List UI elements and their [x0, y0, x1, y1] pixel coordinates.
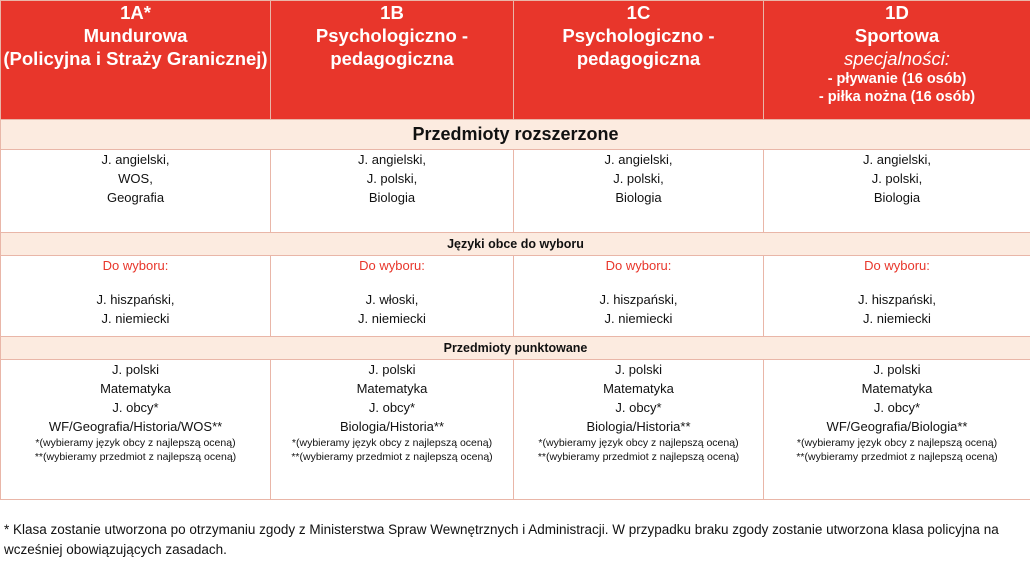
subject: J. polski [368, 362, 416, 377]
language: J. niemiecki [101, 311, 170, 326]
footnote: * Klasa zostanie utworzona po otrzymaniu zgody z Ministerstwa Spraw Wewnętrznych i Administracji. W przypadku braku zgody zostanie utworzona klasa policyjna na wcześniej obowiązujących zasadach. [4, 522, 999, 557]
subject: WF/Geografia/Historia/WOS** [48, 419, 223, 434]
language: J. niemiecki [863, 311, 931, 326]
language-note: *(wybieramy język obcy z najlepszą oceną) [291, 437, 493, 449]
section-title-extended: Przedmioty rozszerzone [1, 120, 1030, 150]
subject: J. obcy* [873, 400, 921, 415]
header-class-1d [764, 1, 1030, 120]
languages-1b [271, 256, 514, 337]
subject: J. angielski, [604, 152, 673, 167]
language: J. niemiecki [604, 311, 673, 326]
subject: J. polski, [366, 171, 418, 186]
languages-row [1, 256, 1030, 337]
choice-label: Do wyboru: [102, 258, 169, 273]
class-name-line: Mundurowa [83, 25, 188, 46]
class-name-line: Psychologiczno - [315, 25, 469, 46]
extended-subjects-1b [271, 150, 514, 233]
extended-subjects-1d [764, 150, 1030, 233]
section-row-points [1, 337, 1030, 360]
language: J. niemiecki [358, 311, 426, 326]
subject: J. polski, [613, 171, 664, 186]
subject: J. obcy* [615, 400, 662, 415]
language: J. hiszpański, [857, 292, 937, 307]
subject: Matematyka [861, 381, 933, 396]
choice-label: Do wyboru: [864, 258, 930, 273]
subject: Matematyka [603, 381, 674, 396]
language: J. włoski, [365, 292, 419, 307]
subject: J. angielski, [101, 152, 170, 167]
language: J. hiszpański, [599, 292, 678, 307]
subject-note: **(wybieramy przedmiot z najlepszą oceną) [537, 451, 740, 463]
subject: Matematyka [356, 381, 428, 396]
language-note: *(wybieramy język obcy z najlepszą oceną) [35, 437, 236, 449]
specialty-item: - pływanie (16 osób) [827, 71, 967, 87]
language: J. hiszpański, [96, 292, 175, 307]
header-row [1, 1, 1030, 120]
extended-subjects-1c [514, 150, 764, 233]
subject: WF/Geografia/Biologia** [826, 419, 968, 434]
subject: Geografia [106, 190, 165, 205]
language-note: *(wybieramy język obcy z najlepszą oceną) [538, 437, 739, 449]
subject-note: **(wybieramy przedmiot z najlepszą oceną) [291, 451, 493, 463]
language-note: *(wybieramy język obcy z najlepszą oceną) [796, 437, 998, 449]
extended-subjects-1a [1, 150, 271, 233]
specialty-item: - piłka nożna (16 osób) [818, 89, 976, 105]
points-1d [764, 360, 1030, 500]
subject: J. angielski, [358, 152, 426, 167]
points-1c [514, 360, 764, 500]
header-class-1c [514, 1, 764, 120]
languages-1d [764, 256, 1030, 337]
subject: Biologia [615, 190, 662, 205]
subject: J. polski, [871, 171, 923, 186]
subject: Biologia [368, 190, 416, 205]
section-title-languages: Języki obce do wyboru [1, 233, 1030, 256]
points-1a [1, 360, 271, 500]
subject-note: **(wybieramy przedmiot z najlepszą oceną) [34, 451, 237, 463]
section-title-points: Przedmioty punktowane [1, 337, 1030, 360]
extended-subjects-row [1, 150, 1030, 233]
class-name-line: pedagogiczna [576, 48, 701, 69]
header-class-1a [1, 1, 271, 120]
choice-label: Do wyboru: [359, 258, 425, 273]
subject: J. polski [615, 362, 662, 377]
points-row [1, 360, 1030, 500]
subject: J. angielski, [863, 152, 931, 167]
subject: J. polski [112, 362, 159, 377]
class-name-line: Psychologiczno - [562, 25, 715, 46]
class-code: 1C [626, 2, 651, 23]
subject: J. obcy* [368, 400, 416, 415]
choice-label: Do wyboru: [605, 258, 672, 273]
class-name-line: pedagogiczna [330, 48, 454, 69]
subject-note: **(wybieramy przedmiot z najlepszą oceną) [796, 451, 998, 463]
header-class-1b [271, 1, 514, 120]
class-name-line: Sportowa [854, 25, 940, 46]
section-row-languages [1, 233, 1030, 256]
class-code: 1D [885, 2, 909, 23]
section-row-extended [1, 120, 1030, 150]
subject: WOS, [118, 171, 153, 186]
subject: Biologia [873, 190, 921, 205]
class-code: 1B [380, 2, 404, 23]
subject: J. obcy* [112, 400, 159, 415]
languages-1c [514, 256, 764, 337]
subject: Matematyka [100, 381, 171, 396]
class-name-line: (Policyjna i Straży Granicznej) [3, 48, 268, 69]
specialty-label: specjalności: [844, 48, 950, 69]
subject: Biologia/Historia** [339, 419, 445, 434]
points-1b [271, 360, 514, 500]
subject: Biologia/Historia** [586, 419, 691, 434]
class-code: 1A* [120, 2, 151, 23]
subject: J. polski [873, 362, 921, 377]
languages-1a [1, 256, 271, 337]
